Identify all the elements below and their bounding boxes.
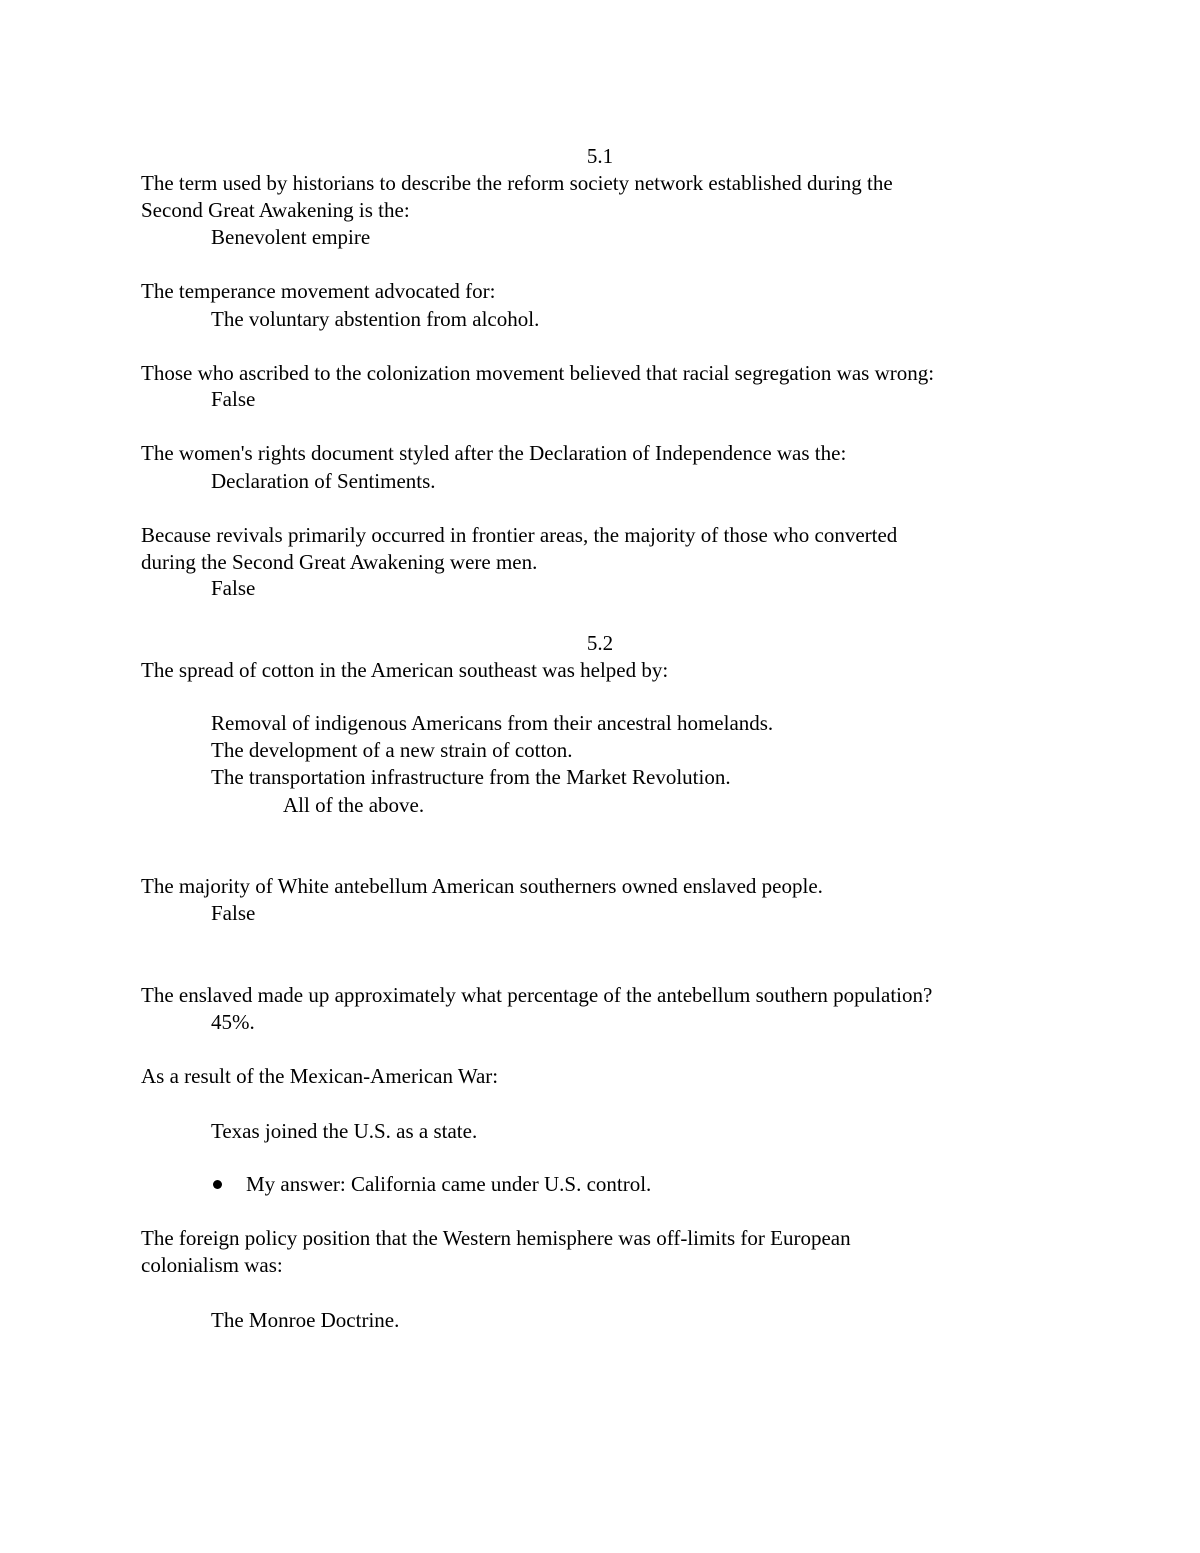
question-text: The majority of White antebellum American southerners owned enslaved people.: [141, 874, 823, 898]
option-text: Texas joined the U.S. as a state.: [211, 1119, 478, 1143]
option-text: The development of a new strain of cotton.: [211, 738, 573, 762]
question-text: colonialism was:: [141, 1253, 283, 1277]
question-text: The foreign policy position that the Western hemisphere was off-limits for European: [141, 1226, 851, 1250]
answer-text: The voluntary abstention from alcohol.: [211, 307, 540, 331]
question-text: during the Second Great Awakening were men.: [141, 550, 538, 574]
question-text: As a result of the Mexican-American War:: [141, 1064, 499, 1088]
question-text: Second Great Awakening is the:: [141, 198, 410, 222]
my-answer-text: My answer: California came under U.S. control.: [246, 1172, 652, 1196]
question-text: The enslaved made up approximately what percentage of the antebellum southern population?: [141, 983, 933, 1007]
section-heading-5-1: 5.1: [586, 144, 614, 168]
answer-text: False: [211, 576, 256, 600]
question-text: The spread of cotton in the American southeast was helped by:: [141, 658, 669, 682]
answer-text: False: [211, 387, 256, 411]
answer-text: Declaration of Sentiments.: [211, 469, 436, 493]
answer-text: All of the above.: [283, 793, 425, 817]
answer-text: The Monroe Doctrine.: [211, 1308, 400, 1332]
answer-text: Benevolent empire: [211, 225, 371, 249]
question-text: The term used by historians to describe the reform society network established during the: [141, 171, 893, 195]
section-heading-5-2: 5.2: [586, 631, 614, 655]
question-text: Because revivals primarily occurred in frontier areas, the majority of those who converted: [141, 523, 898, 547]
question-text: Those who ascribed to the colonization movement believed that racial segregation was wrong:: [141, 361, 935, 385]
answer-text: False: [211, 901, 256, 925]
bullet-icon: [213, 1180, 222, 1189]
option-text: The transportation infrastructure from the Market Revolution.: [211, 765, 731, 789]
question-text: The women's rights document styled after the Declaration of Independence was the:: [141, 441, 847, 465]
question-text: The temperance movement advocated for:: [141, 279, 496, 303]
option-text: Removal of indigenous Americans from their ancestral homelands.: [211, 711, 774, 735]
answer-text: 45%.: [211, 1010, 255, 1034]
